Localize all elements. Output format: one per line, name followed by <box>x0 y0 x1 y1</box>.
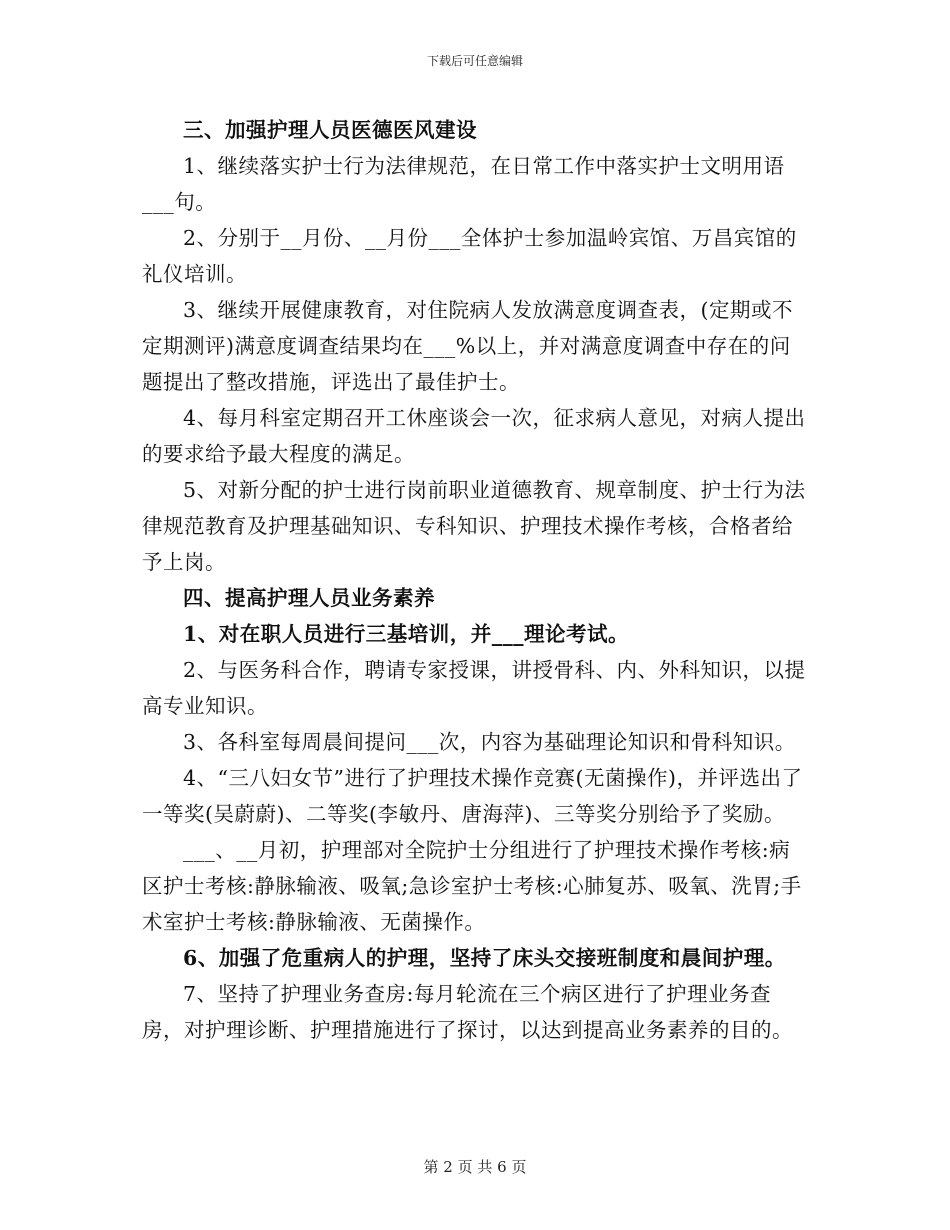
paragraph: ___、__月初，护理部对全院护士分组进行了护理技术操作考核:病区护士考核:静脉输液、吸氧;急诊室护士考核:心肺复苏、吸氧、洗胃;手术室护士考核:静脉输液、无菌操作。 <box>142 838 802 934</box>
paragraph-bold: 6、加强了危重病人的护理，坚持了床头交接班制度和晨间护理。 <box>183 946 786 970</box>
paragraph: 4、“三八妇女节”进行了护理技术操作竞赛(无菌操作)，并评选出了一等奖(吴蔚蔚)、二等奖(李敏丹、唐海萍)、三等奖分别给予了奖励。 <box>142 766 803 826</box>
paragraph-bold: 1、对在职人员进行三基培训，并___理论考试。 <box>183 622 630 646</box>
paragraph: 3、各科室每周晨间提问___次，内容为基础理论知识和骨科知识。 <box>183 730 796 754</box>
document-body <box>142 112 807 1048</box>
section-heading-4: 四、提高护理人员业务素养 <box>183 586 435 610</box>
paragraph: 4、每月科室定期召开工休座谈会一次，征求病人意见，对病人提出的要求给予最大程度的满足。 <box>142 406 806 466</box>
paragraph: 7、坚持了护理业务查房:每月轮流在三个病区进行了护理业务查房，对护理诊断、护理措施进行了探讨，以达到提高业务素养的目的。 <box>142 982 793 1042</box>
paragraph: 2、分别于__月份、__月份___全体护士参加温岭宾馆、万昌宾馆的礼仪培训。 <box>142 226 797 286</box>
paragraph: 5、对新分配的护士进行岗前职业道德教育、规章制度、护士行为法律规范教育及护理基础知识、专科知识、护理技术操作考核，合格者给予上岗。 <box>142 478 806 574</box>
paragraph: 3、继续开展健康教育，对住院病人发放满意度调查表，(定期或不定期测评)满意度调查结果均在___%以上，并对满意度调查中存在的问题提出了整改措施，评选出了最佳护士。 <box>142 298 794 394</box>
section-heading-3: 三、加强护理人员医德医风建设 <box>183 118 477 142</box>
page-footer: 第 2 页 共 6 页 <box>423 1158 527 1176</box>
paragraph: 2、与医务科合作，聘请专家授课，讲授骨科、内、外科知识，以提高专业知识。 <box>142 658 806 718</box>
paragraph: 1、继续落实护士行为法律规范，在日常工作中落实护士文明用语___句。 <box>142 154 785 214</box>
page-header: 下载后可任意编辑 <box>426 54 523 68</box>
